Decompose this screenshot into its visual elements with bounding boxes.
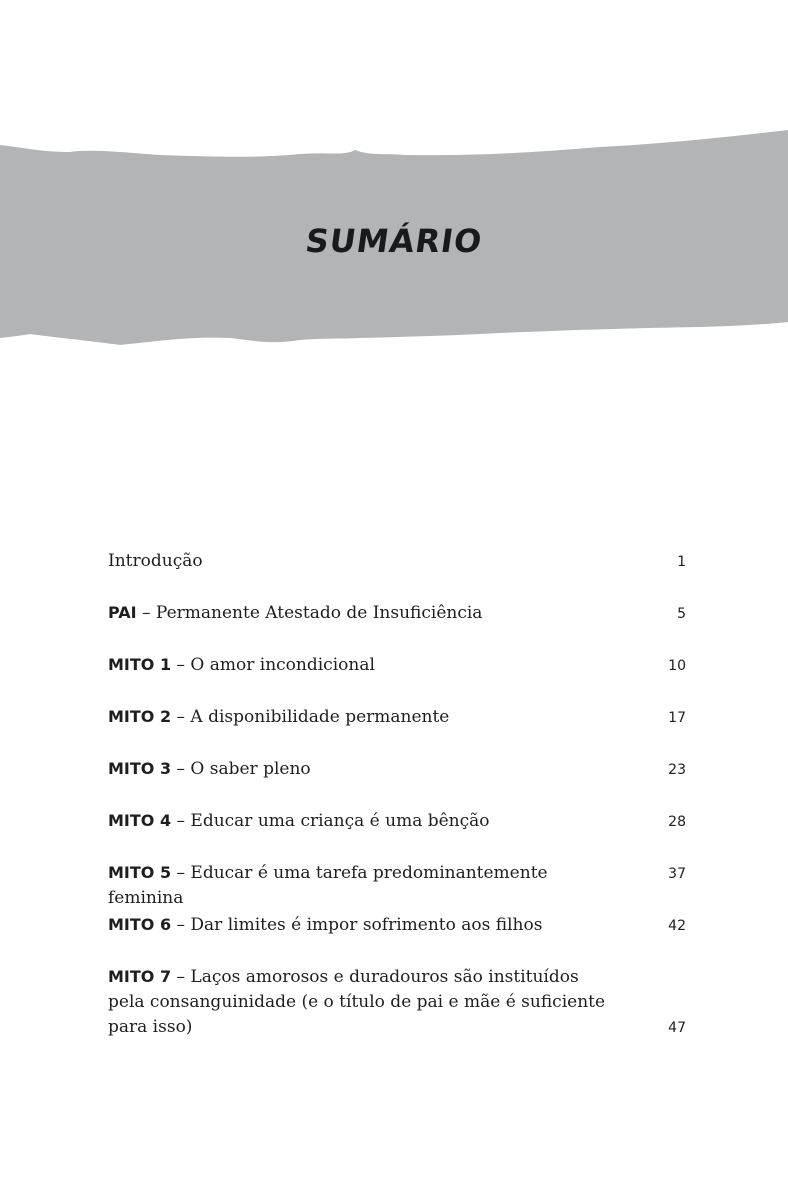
page-number: 23 xyxy=(668,762,686,778)
toc-entry-mito-3[interactable] xyxy=(108,756,686,808)
page-number: 42 xyxy=(668,918,686,934)
toc-entry-introducao[interactable] xyxy=(108,548,686,600)
toc-entry-mito-2[interactable] xyxy=(108,704,686,756)
entry-title: MITO 4 – Educar uma criança é uma bênção xyxy=(108,811,490,831)
page-number: 37 xyxy=(668,866,686,882)
toc-entry-mito-1[interactable] xyxy=(108,652,686,704)
page-number: 28 xyxy=(668,814,686,830)
entry-title: MITO 3 – O saber pleno xyxy=(108,759,311,779)
toc-entry-mito-4[interactable] xyxy=(108,808,686,860)
toc-entry-mito-7[interactable] xyxy=(108,964,686,1040)
page-number: 1 xyxy=(677,554,686,570)
page-number: 10 xyxy=(668,658,686,674)
page-number: 5 xyxy=(677,606,686,622)
toc-entry-pai[interactable] xyxy=(108,600,686,652)
toc-entry-mito-5[interactable] xyxy=(108,860,686,912)
title-banner xyxy=(0,0,788,400)
entry-title: MITO 7 – Laços amorosos e duradouros são instituídos pela consanguinidade (e o título de pai e mãe é suficiente para isso) xyxy=(108,967,606,1037)
entry-title: Introdução xyxy=(108,551,203,571)
entry-title: MITO 5 – Educar é uma tarefa predominantemente feminina xyxy=(108,863,548,908)
entry-title: MITO 6 – Dar limites é impor sofrimento aos filhos xyxy=(108,915,543,935)
page-title: SUMÁRIO xyxy=(303,222,485,260)
page-number: 17 xyxy=(668,710,686,726)
entry-title: MITO 1 – O amor incondicional xyxy=(108,655,375,675)
entry-title: PAI – Permanente Atestado de Insuficiência xyxy=(108,603,483,623)
entry-title: MITO 2 – A disponibilidade permanente xyxy=(108,707,450,727)
toc-entry-mito-6[interactable] xyxy=(108,912,686,964)
table-of-contents xyxy=(108,548,686,1040)
page-number: 47 xyxy=(668,1020,686,1036)
